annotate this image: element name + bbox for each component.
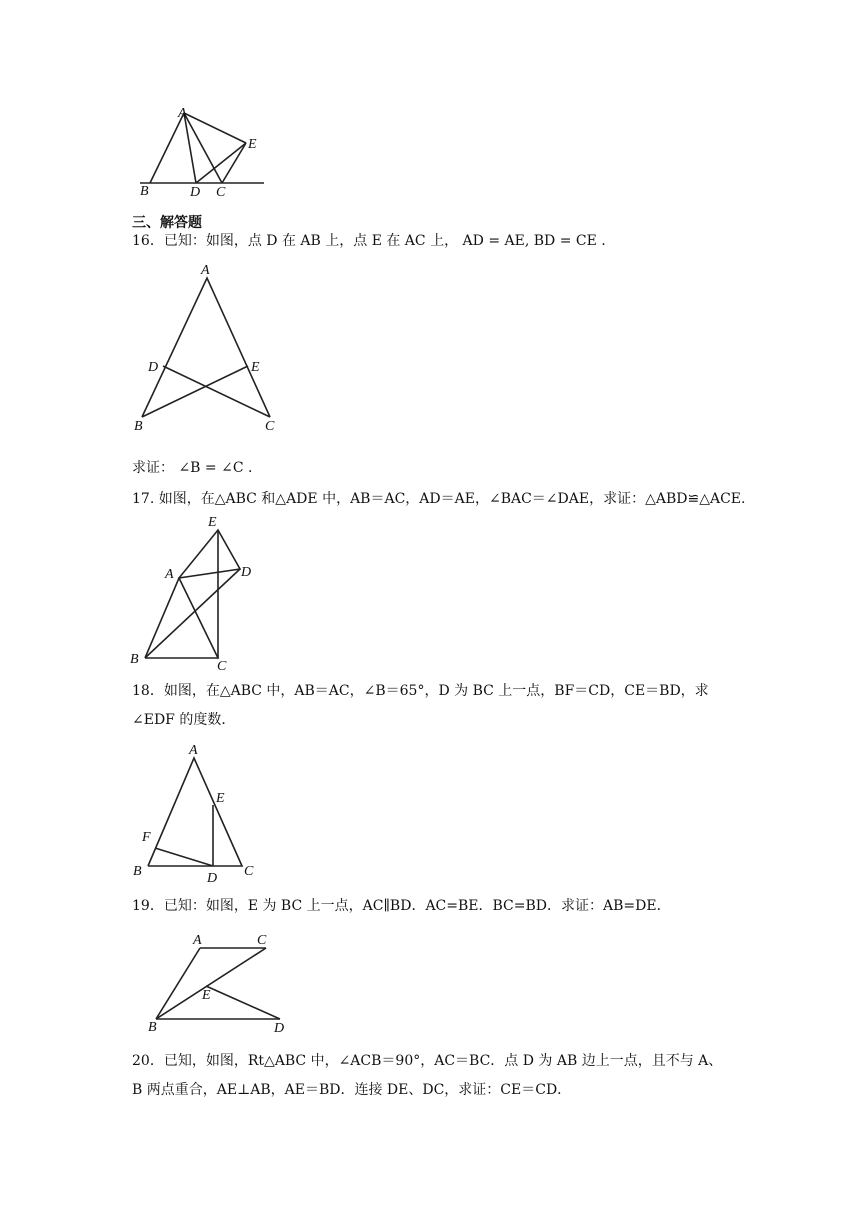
- fig15-label-d: D: [190, 185, 201, 200]
- fig19-label-b: B: [148, 1020, 157, 1035]
- fig15-label-c: C: [216, 185, 226, 200]
- problem-18-statement-cont: ∠EDF 的度数．: [132, 712, 236, 728]
- fig18-label-c: C: [244, 864, 254, 879]
- problem-17-statement: 17. 如图，在△ABC 和△ADE 中，AB＝AC，AD＝AE，∠BAC＝∠DAE，求证：△ABD≌△ACE.: [132, 491, 746, 507]
- problem-16-prove: 求证： ∠B = ∠C .: [132, 460, 253, 476]
- fig15-label-a: A: [178, 106, 187, 121]
- fig17-label-c: C: [217, 659, 227, 674]
- section-heading: 三、解答题: [132, 215, 202, 231]
- figure-19: [0, 0, 300, 1040]
- fig18-label-f: F: [142, 830, 151, 845]
- fig18-label-d: D: [207, 871, 218, 886]
- fig16-label-a: A: [201, 263, 210, 278]
- fig16-label-b: B: [134, 419, 143, 434]
- fig18-label-b: B: [133, 864, 142, 879]
- fig19-label-c: C: [257, 933, 267, 948]
- fig16-label-c: C: [265, 419, 275, 434]
- fig16-label-d: D: [148, 360, 159, 375]
- fig19-label-e: E: [202, 988, 211, 1003]
- fig15-label-b: B: [140, 184, 149, 199]
- fig18-label-e: E: [216, 791, 225, 806]
- fig17-label-e: E: [208, 515, 217, 530]
- fig15-label-e: E: [248, 137, 257, 152]
- fig18-label-a: A: [189, 743, 198, 758]
- problem-16-statement: 16．已知：如图，点 D 在 AB 上，点 E 在 AC 上， AD = AE, BD = CE .: [132, 233, 606, 249]
- fig17-label-d: D: [241, 565, 252, 580]
- problem-20-statement-cont: B 两点重合，AE⊥AB，AE＝BD．连接 DE、DC，求证：CE＝CD．: [132, 1082, 572, 1098]
- fig19-label-d: D: [274, 1021, 285, 1036]
- problem-19-statement: 19．已知：如图，E 为 BC 上一点，AC∥BD．AC=BE．BC=BD．求证：AB=DE．: [132, 898, 671, 914]
- fig19-label-a: A: [193, 933, 202, 948]
- problem-20-statement: 20．已知，如图，Rt△ABC 中，∠ACB＝90°，AC＝BC．点 D 为 AB 边上一点，且不与 A、: [132, 1053, 723, 1069]
- problem-18-statement: 18．如图，在△ABC 中，AB＝AC，∠B＝65°，D 为 BC 上一点，BF＝CD，CE＝BD，求: [132, 683, 709, 699]
- fig17-label-b: B: [130, 652, 139, 667]
- fig17-label-a: A: [165, 567, 174, 582]
- fig16-label-e: E: [251, 360, 260, 375]
